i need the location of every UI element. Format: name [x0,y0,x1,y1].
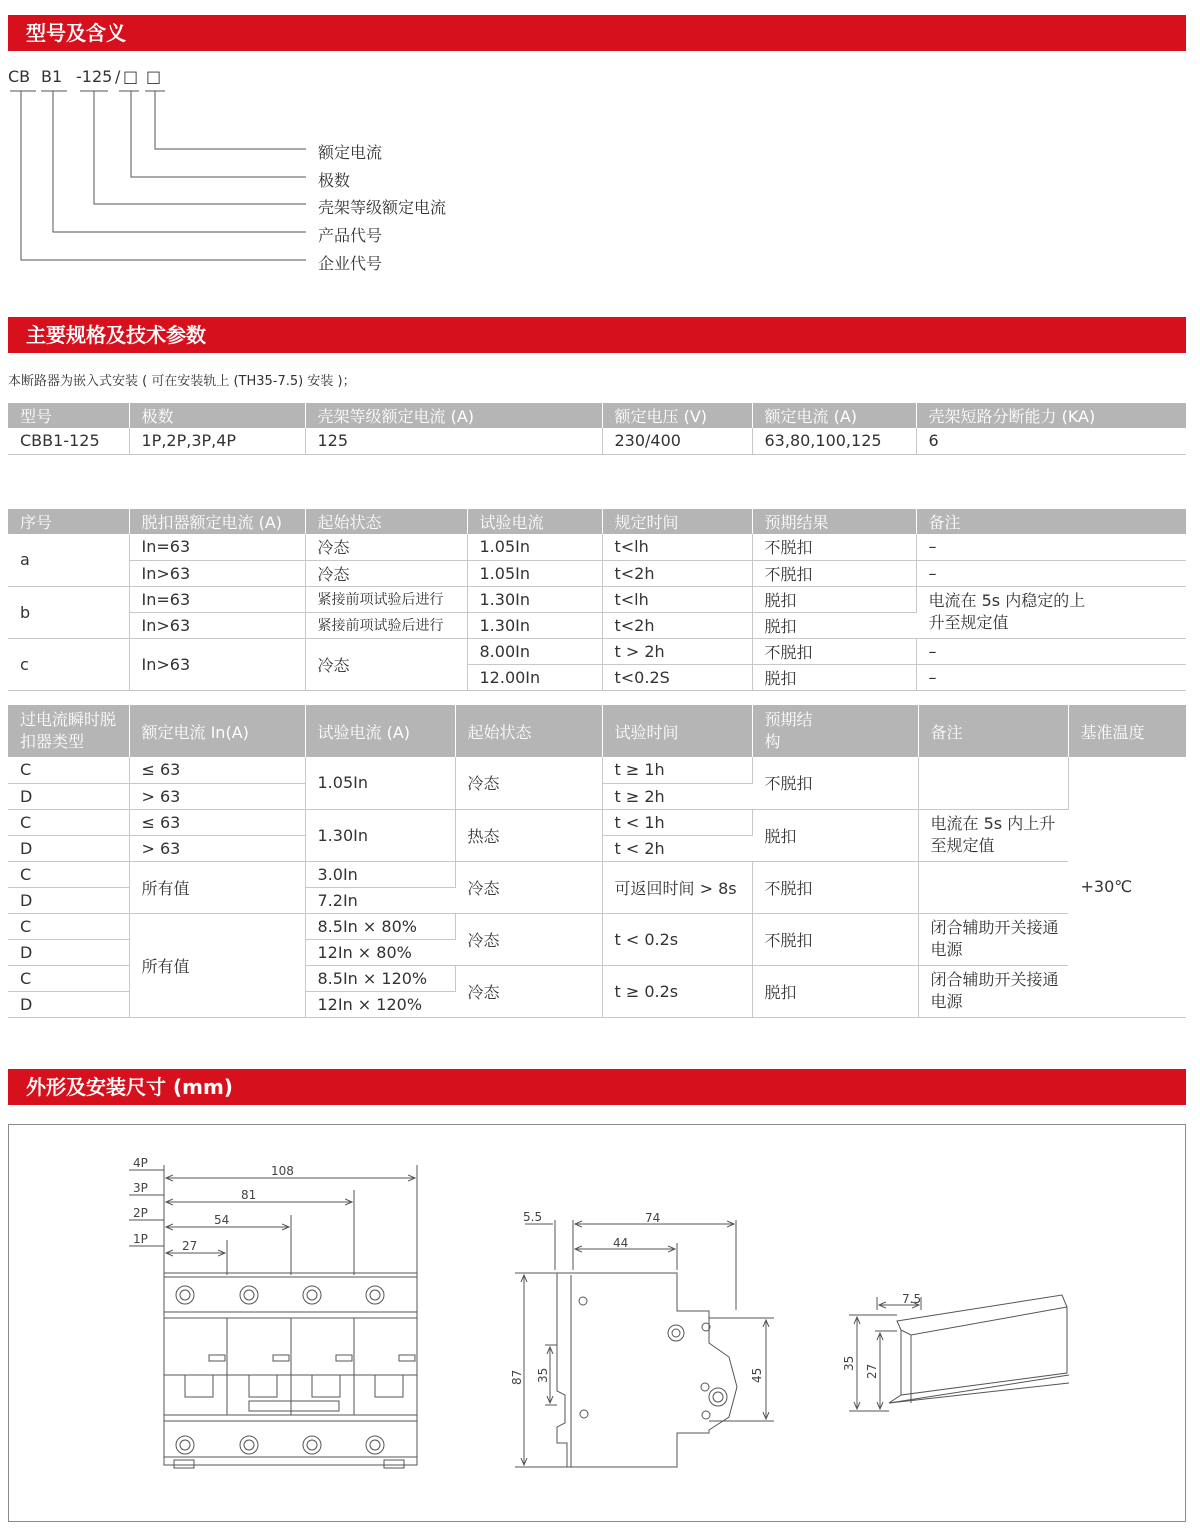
cell: 闭合辅助开关接通电源 [918,913,1068,965]
cell-type: D [8,939,129,965]
section-title-dimensions: 外形及安装尺寸 (mm) [8,1069,1186,1105]
cell: t ≥ 1h [602,757,752,783]
table-row [8,638,1186,664]
meaning-frame-current: 壳架等级额定电流 [318,198,447,217]
meaning-poles: 极数 [318,171,351,190]
table-row [8,757,1186,783]
side-dim-h2: 35 [536,1367,550,1383]
cell-model: CBB1-125 [8,428,129,454]
dimension-svg [9,1125,1185,1521]
header-ref-temp: 基准温度 [1068,705,1186,757]
cell: 1.30In [467,612,602,638]
cell: t ≥ 2h [602,783,752,809]
header-start-state: 起始状态 [455,705,602,757]
cell: t > 2h [602,638,752,664]
cell-type: C [8,913,129,939]
side-view [515,1220,774,1467]
meaning-enterprise-code: 企业代号 [318,254,383,273]
cell-frame-current: 125 [305,428,602,454]
cell: 脱扣 [752,809,918,861]
cell-type: D [8,887,129,913]
cell: 紧接前项试验后进行 [305,612,467,638]
meaning-product-code: 产品代号 [318,226,383,245]
cell: 8.5In × 80% [305,913,455,939]
section-title-model: 型号及含义 [8,15,1186,51]
cell: 1.05In [305,757,455,809]
cell: 冷态 [455,757,602,809]
cell: In=63 [129,586,305,612]
section-title-specs: 主要规格及技术参数 [8,317,1186,353]
cell: ≤ 63 [129,809,305,835]
model-code-current-box: □ [146,67,162,86]
header-release-type: 过电流瞬时脱扣器类型 [8,705,129,757]
cell: In>63 [129,612,305,638]
cell: t<lh [602,586,752,612]
cell: 不脱扣 [752,560,916,586]
cell: 7.2In [305,887,455,913]
cell [918,861,1068,913]
side-dim-c: 44 [613,1236,629,1250]
cell: ≤ 63 [129,757,305,783]
side-dim-b: 74 [645,1211,661,1225]
cell: t < 1h [602,809,752,835]
cell: 脱扣 [752,965,918,1017]
cell: 脱扣 [752,586,916,612]
cell: 12In × 120% [305,991,455,1017]
dimension-drawings [8,1124,1186,1522]
cell: t<lh [602,534,752,560]
front-view [129,1165,417,1468]
cell: 所有值 [129,913,305,1017]
model-code-poles-box: □ [123,67,139,86]
front-label-3p: 3P [133,1181,148,1195]
header-model: 型号 [8,403,129,428]
cell-type: D [8,783,129,809]
cell: In=63 [129,534,305,560]
cell: 热态 [455,809,602,861]
front-width-2p: 54 [214,1213,230,1227]
header-test-current: 试验电流 [467,509,602,534]
cell-type: C [8,809,129,835]
cell: t ≥ 0.2s [602,965,752,1017]
install-note: 本断路器为嵌入式安装 ( 可在安装轨上 (TH35-7.5) 安装 )； [8,374,356,389]
cell: 1.05In [467,534,602,560]
group-a: a [8,534,129,586]
header-remark: 备注 [918,705,1068,757]
cell: 3.0In [305,861,455,887]
table-row [8,534,1186,560]
group-c: c [8,638,129,690]
meaning-rated-current: 额定电流 [318,143,383,162]
header-rated-current: 额定电流 (A) [752,403,916,428]
front-label-2p: 2P [133,1206,148,1220]
side-dim-h: 87 [510,1369,524,1385]
model-code-frame: -125 [76,67,113,86]
group-b: b [8,586,129,638]
cell: 12In × 80% [305,939,455,965]
cell: – [916,664,1186,690]
cell: > 63 [129,835,305,861]
spec-table-overload [8,509,1186,691]
cell: In>63 [129,638,305,690]
cell: 脱扣 [752,664,916,690]
cell: 8.00In [467,638,602,664]
cell: In>63 [129,560,305,586]
header-expected-result: 预期结果 [752,509,916,534]
din-rail-view [849,1295,1069,1411]
cell: 不脱扣 [752,757,918,809]
table-row [8,861,1186,887]
cell: – [916,534,1186,560]
cell: t<2h [602,560,752,586]
cell: 闭合辅助开关接通电源 [918,965,1068,1017]
cell: 1.05In [467,560,602,586]
header-release-current: 脱扣器额定电流 (A) [129,509,305,534]
cell-type: C [8,965,129,991]
header-start-state: 起始状态 [305,509,467,534]
cell: 电流在 5s 内上升至规定值 [918,809,1068,861]
cell: 冷态 [305,560,467,586]
table-row [8,809,1186,835]
cell: 冷态 [455,861,602,913]
header-remark: 备注 [916,509,1186,534]
table-row [8,560,1186,586]
cell-ref-temp: +30℃ [1068,757,1186,1017]
front-width-4p: 108 [271,1164,294,1178]
cell: 可返回时间 > 8s [602,861,752,913]
header-breaking-capacity: 壳架短路分断能力 (KA) [916,403,1186,428]
model-code-enterprise: CB [8,67,31,86]
cell: 12.00In [467,664,602,690]
header-test-time: 试验时间 [602,705,752,757]
cell: t < 0.2s [602,913,752,965]
cell: 脱扣 [752,612,916,638]
cell: 不脱扣 [752,534,916,560]
cell: 1.30In [305,809,455,861]
header-poles: 极数 [129,403,305,428]
front-label-4p: 4P [133,1156,148,1170]
header-specified-time: 规定时间 [602,509,752,534]
cell: t < 2h [602,835,752,861]
cell-rated-current: 63,80,100,125 [752,428,916,454]
front-width-1p: 27 [182,1239,198,1253]
table-row [8,913,1186,939]
front-width-3p: 81 [241,1188,257,1202]
cell [918,757,1068,809]
cell-rated-voltage: 230/400 [602,428,752,454]
cell: 不脱扣 [752,913,918,965]
header-rated-voltage: 额定电压 (V) [602,403,752,428]
cell: 冷态 [455,965,602,1017]
table-row [8,586,1186,612]
cell: – [916,638,1186,664]
rail-dim-h: 35 [842,1355,856,1371]
cell-type: C [8,861,129,887]
model-code-slash: / [115,67,121,86]
cell-type: C [8,757,129,783]
spec-table-basic [8,403,1186,455]
rail-dim-t: 7.5 [902,1292,922,1306]
cell: 1.30In [467,586,602,612]
cell-type: D [8,835,129,861]
cell: t<0.2S [602,664,752,690]
cell-type: D [8,991,129,1017]
table-row [8,428,1186,454]
header-rated-current-in: 额定电流 In(A) [129,705,305,757]
cell: t<2h [602,612,752,638]
cell: – [916,560,1186,586]
cell: > 63 [129,783,305,809]
header-frame-current: 壳架等级额定电流 (A) [305,403,602,428]
cell: 冷态 [305,534,467,560]
cell-breaking-capacity: 6 [916,428,1186,454]
header-index: 序号 [8,509,129,534]
cell-poles: 1P,2P,3P,4P [129,428,305,454]
header-expected-structure: 预期结构 [752,705,918,757]
side-dim-a: 5.5 [523,1210,543,1224]
side-dim-h3: 45 [750,1367,764,1383]
cell: 不脱扣 [752,861,918,913]
spec-table-instantaneous [8,705,1186,1018]
cell: 冷态 [455,913,602,965]
rail-dim-h2: 27 [865,1363,879,1379]
cell: 紧接前项试验后进行 [305,586,467,612]
model-code-product: B1 [41,67,63,86]
header-test-current-a: 试验电流 (A) [305,705,455,757]
cell: 不脱扣 [752,638,916,664]
cell: 8.5In × 120% [305,965,455,991]
model-leader-lines [0,0,320,280]
cell-remark: 电流在 5s 内稳定的上升至规定值 [916,586,1186,638]
front-label-1p: 1P [133,1232,148,1246]
cell: 所有值 [129,861,305,913]
cell: 冷态 [305,638,467,690]
